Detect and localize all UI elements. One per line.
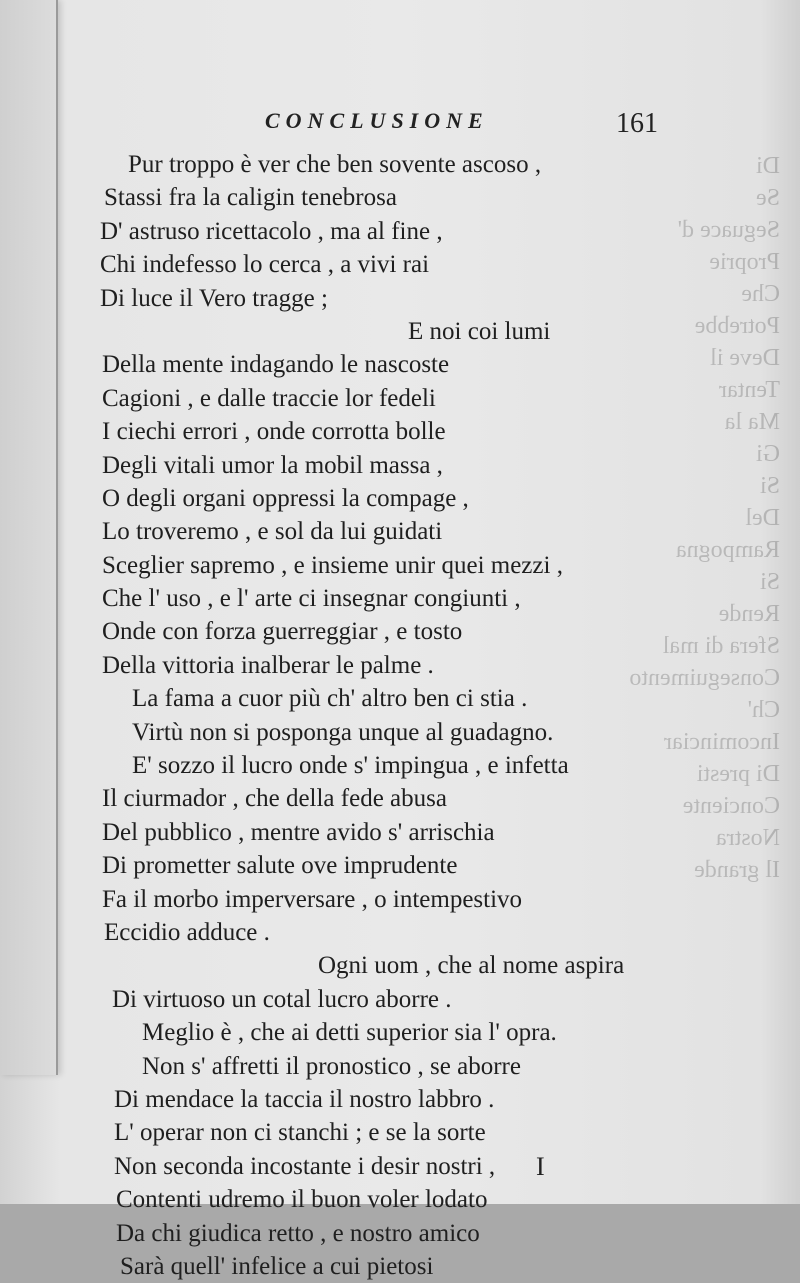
text-line: Non seconda incostante i desir nostri , [114,1152,496,1180]
signature-mark: I [536,1152,545,1181]
text-line: Stassi fra la caligin tenebrosa [104,184,397,212]
text-line: Da chi giudica retto , e nostro amico [116,1219,480,1247]
text-line: Contenti udremo il buon voler lodato [116,1186,488,1214]
show-through-text: Di Se Seguace d' Proprie Che Potrebbe Deve il Tentar Ma la Gi Si Del Rampogna Si Rende Sfera di mal Conseguimento Ch' Incominciar Di presti Conciente Nostra Il grande [629,153,780,883]
text-line: Di luce il Vero tragge ; [100,284,328,312]
text-line: Degli vitali umor la mobil massa , [102,451,443,479]
text-line: Cagioni , e dalle traccie lor fedeli [102,384,436,412]
poem-text [0,148,800,1283]
text-line: La fama a cuor più ch' altro ben ci stia . [132,685,528,713]
text-line: Onde con forza guerreggiar , e tosto [102,618,463,646]
text-line: I ciechi errori , onde corrotta bolle [102,418,446,446]
text-line: Del pubblico , mentre avido s' arrischia [102,818,495,846]
running-head: CONCLUSIONE [265,108,489,133]
text-line: Chi indefesso lo cerca , a vivi rai [100,251,430,279]
text-line: Di mendace la taccia il nostro labbro . [114,1085,495,1113]
text-line: Virtù non si posponga unque al guadagno. [132,718,554,746]
text-line: D' astruso ricettacolo , ma al fine , [100,217,443,245]
text-line: Pur troppo è ver che ben sovente ascoso , [128,151,542,178]
text-line: Meglio è , che ai detti superior sia l' opra. [142,1019,557,1047]
page-header [0,108,800,144]
text-line: Fa il morbo imperversare , o intempestivo [102,885,523,913]
text-line: Che l' uso , e l' arte ci insegnar congiunti , [102,585,521,613]
text-line: Sarà quell' infelice a cui pietosi [120,1252,434,1280]
text-line: Sceglier sapremo , e insieme unir quei mezzi , [102,551,563,579]
page-number: 161 [616,108,658,139]
text-line: L' operar non ci stanchi ; e se la sorte [114,1119,486,1147]
text-line: Ogni uom , che al nome aspira [318,952,625,980]
text-line: Eccidio adduce . [104,918,270,946]
text-line: Della vittoria inalberar le palme . [102,651,434,679]
text-line: Di virtuoso un cotal lucro aborre . [112,985,452,1013]
text-line: E noi coi lumi [408,317,551,345]
text-line: E' sozzo il lucro onde s' impingua , e infetta [132,752,569,780]
text-line: Della mente indagando le nascoste [102,351,450,379]
text-line: Il ciurmador , che della fede abusa [102,785,447,813]
text-line: O degli organi oppressi la compage , [102,484,469,512]
text-line: Lo troveremo , e sol da lui guidati [102,518,443,546]
text-line: Di prometter salute ove imprudente [102,852,458,880]
text-line: Non s' affretti il pronostico , se aborre [142,1052,521,1080]
